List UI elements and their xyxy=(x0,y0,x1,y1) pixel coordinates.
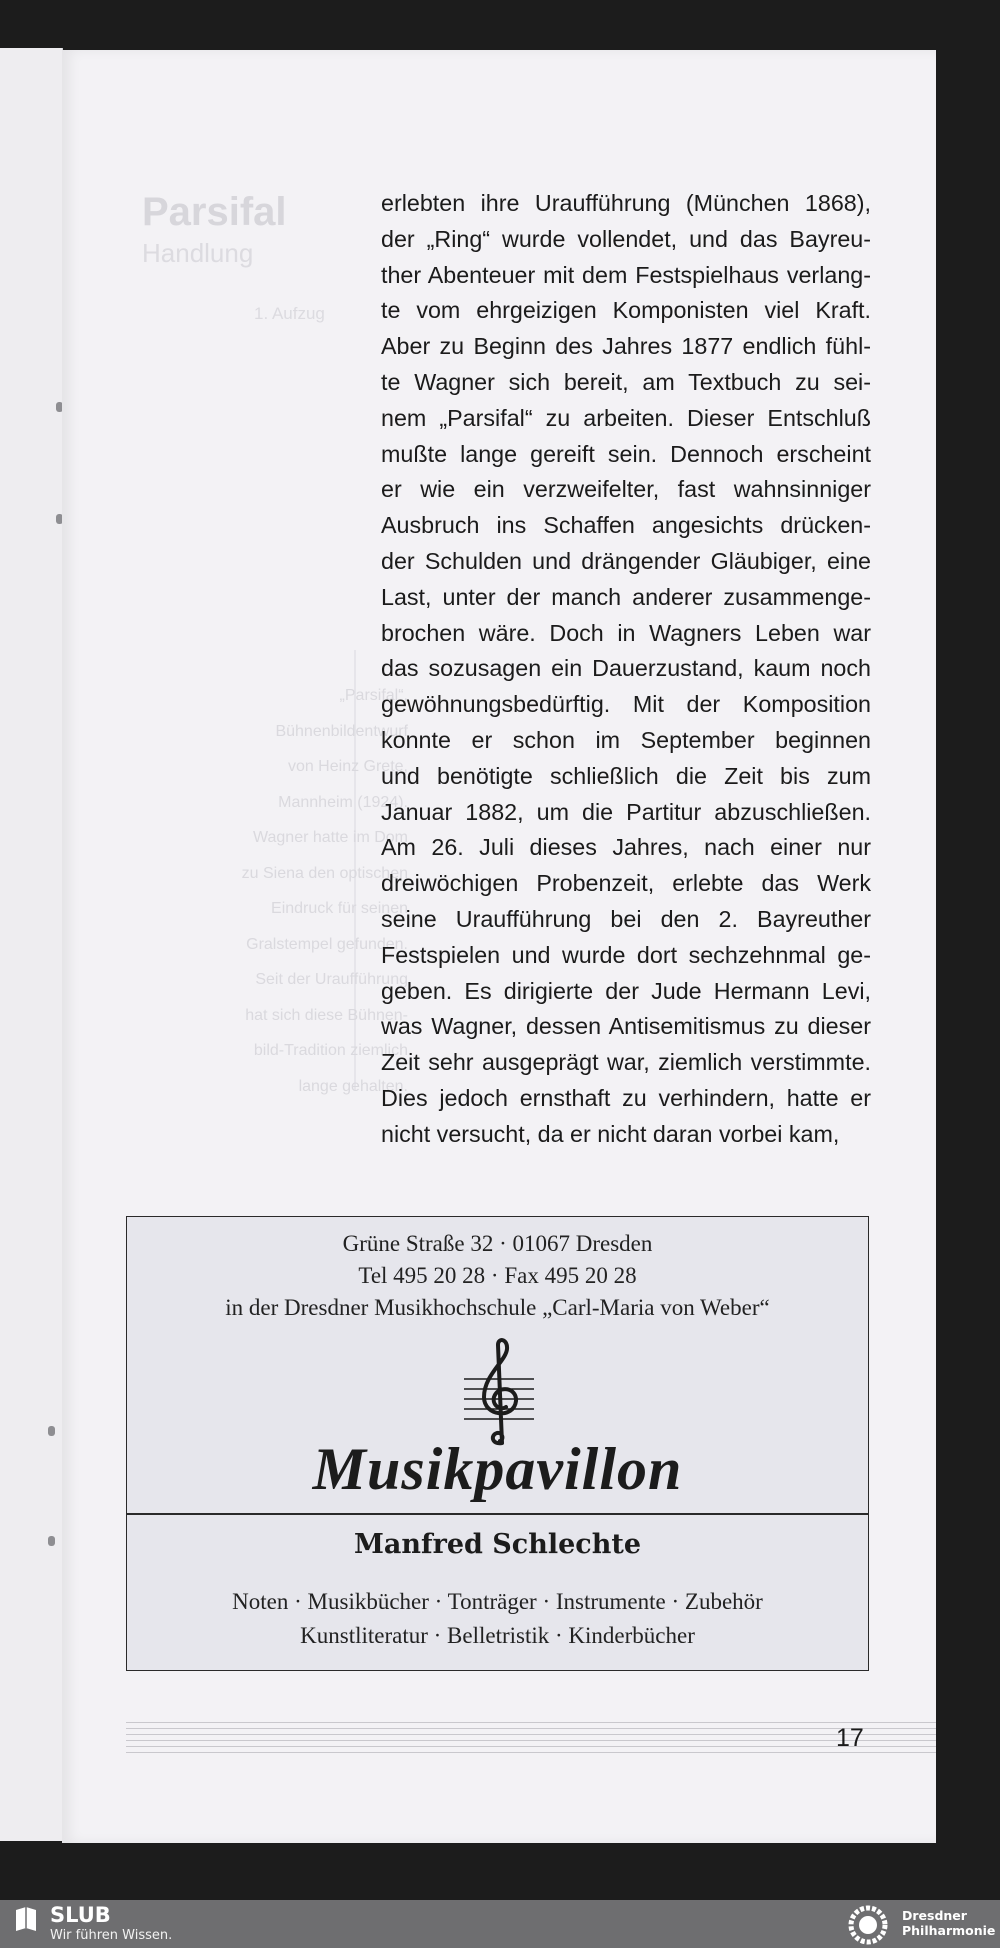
binding-staple xyxy=(48,1426,55,1436)
body-paragraph xyxy=(381,186,871,1153)
slub-name[interactable]: SLUB xyxy=(50,1903,111,1927)
text-line: Festspielen und wurde dort sechzehnmal ge- xyxy=(381,941,871,968)
binding-staple xyxy=(48,1536,55,1546)
viewer-footer-bar xyxy=(0,1900,1000,1948)
brand-underline xyxy=(127,1513,868,1515)
text-line: brochen wäre. Doch in Wagners Leben war xyxy=(381,619,871,646)
philharmonie-name[interactable]: Dresdner Philharmonie xyxy=(902,1908,996,1938)
owner-name: Manfred Schlechte xyxy=(353,1529,642,1560)
text-line: geben. Es dirigierte der Jude Hermann Levi, xyxy=(381,977,871,1004)
text-line: nem „Parsifal“ zu arbeiten. Dieser Entschluß xyxy=(381,404,871,431)
bleed-through-subtitle: Handlung xyxy=(142,238,254,268)
text-line: er wie ein verzweifelter, fast wahnsinniger xyxy=(381,476,871,503)
text-line: der Schulden und drängender Gläubiger, eine xyxy=(381,547,871,574)
slub-logo-icon xyxy=(14,1906,38,1932)
bleed-through-title: Parsifal xyxy=(142,190,287,234)
text-line: Zeit sehr ausgeprägt war, ziemlich verstimmte. xyxy=(381,1049,871,1076)
ad-address: Grüne Straße 32 · 01067 Dresden xyxy=(342,1231,653,1256)
text-line: und benötigte schließlich die Zeit bis zum xyxy=(381,762,871,789)
text-line: te vom ehrgeizigen Komponisten viel Kraft. xyxy=(381,297,871,324)
brand-name: Musikpavillon xyxy=(312,1436,683,1502)
slub-slogan: Wir führen Wissen. xyxy=(50,1928,173,1943)
text-line: Dies jedoch ernsthaft zu verhindern, hatte er xyxy=(381,1084,871,1111)
text-line: was Wagner, dessen Antisemitismus zu dieser xyxy=(381,1013,871,1040)
ad-products: Noten · Musikbücher · Tonträger · Instrumente · Zubehör xyxy=(232,1589,763,1614)
philharmonie-logo-icon xyxy=(842,1905,894,1945)
musikpavillon-advertisement xyxy=(126,1216,869,1671)
text-line: Last, unter der manch anderer zusammenge- xyxy=(381,583,871,610)
text-line: Am 26. Juli dieses Jahres, nach einer nur xyxy=(381,834,871,861)
ad-location: in der Dresdner Musikhochschule „Carl-Maria von Weber“ xyxy=(225,1295,770,1320)
text-line: nicht versucht, da er nicht daran vorbei kam, xyxy=(381,1120,840,1147)
text-line: der „Ring“ wurde vollendet, und das Bayreu- xyxy=(381,225,871,252)
previous-page-edge xyxy=(0,48,63,1841)
page-number: 17 xyxy=(836,1724,864,1752)
text-line: das sozusagen ein Dauerzustand, kaum noch xyxy=(381,655,871,682)
footer-decorative-rules xyxy=(126,1722,936,1762)
text-line: Aber zu Beginn des Jahres 1877 endlich fühl- xyxy=(381,333,871,360)
text-line: gewöhnungsbedürftig. Mit der Komposition xyxy=(381,691,871,718)
text-line: te Wagner sich bereit, am Textbuch zu sei- xyxy=(381,368,871,395)
treble-clef-icon xyxy=(462,1337,536,1449)
text-line: dreiwöchigen Probenzeit, erlebte das Werk xyxy=(381,870,871,897)
ad-phone-fax: Tel 495 20 28 · Fax 495 20 28 xyxy=(358,1263,637,1288)
text-line: Ausbruch ins Schaffen angesichts drücken- xyxy=(381,512,871,539)
bleed-through-caption: „Parsifal“, Bühnenbildentwurf von Heinz Grete, Mannheim (1924). Wagner hatte im Dom zu Siena den optischen Eindruck für seinen Gralstempel gefunden. Seit der Uraufführung hat sich diese Bühnen- bild-Tradition ziemlich lange gehalten. xyxy=(241,687,408,1095)
text-line: seine Uraufführung bei den 2. Bayreuther xyxy=(381,905,871,932)
text-line: erlebten ihre Uraufführung (München 1868), xyxy=(381,190,871,216)
bleed-through-act: 1. Aufzug xyxy=(254,304,325,323)
text-line: konnte er schon im September beginnen xyxy=(381,726,871,753)
text-line: mußte lange gereift sein. Dennoch erscheint xyxy=(381,440,871,467)
text-line: ther Abenteuer mit dem Festspielhaus verlang- xyxy=(381,261,871,288)
text-line: Januar 1882, um die Partitur abzuschließen. xyxy=(381,798,871,825)
ad-genres: Kunstliteratur · Belletristik · Kinderbücher xyxy=(300,1623,695,1648)
